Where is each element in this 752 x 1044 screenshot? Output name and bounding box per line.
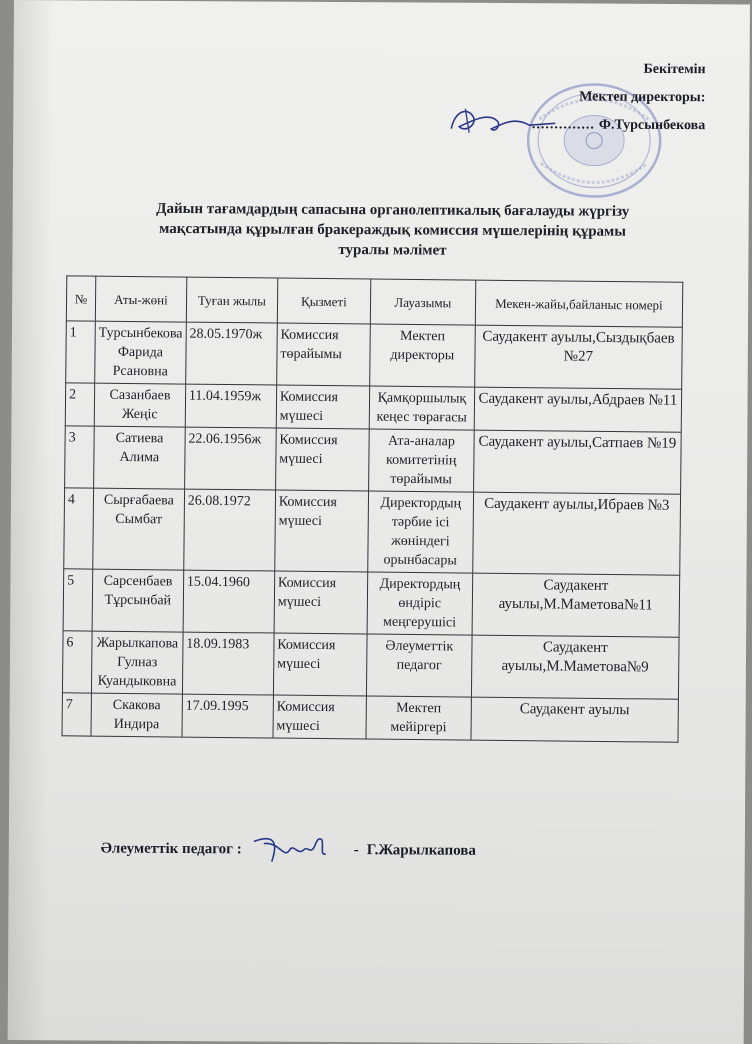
table-row — [65, 383, 681, 432]
cell-address: Саудакент ауылы,М.Маметова№9 — [471, 635, 679, 699]
cell-birth: 18.09.1983 — [182, 632, 274, 695]
cell-number: 5 — [63, 569, 93, 631]
table-row — [65, 426, 681, 494]
document-page — [8, 0, 750, 1044]
document-title — [112, 199, 672, 262]
table-row — [66, 321, 682, 389]
header-birth: Туған жылы — [186, 277, 277, 323]
header-name: Аты-жөні — [95, 276, 186, 322]
cell-address: Саудакент ауылы,Сатпаев №19 — [473, 430, 681, 494]
table-row — [64, 488, 681, 575]
cell-name: Сазанбаев Жеңіс — [94, 383, 185, 427]
cell-position: Мектеп мейіргері — [366, 696, 471, 740]
header-number: № — [66, 276, 95, 321]
cell-number: 1 — [66, 321, 96, 383]
cell-role: Комиссия мүшесі — [275, 490, 369, 572]
cell-address: Саудакент ауылы,Сыздықбаев №27 — [475, 325, 683, 389]
cell-position: Қамқоршылық кеңес төрағасы — [369, 386, 474, 430]
cell-name: Сарсенбаев Тұрсынбай — [92, 569, 184, 632]
cell-number: 6 — [62, 631, 92, 693]
cell-role: Комиссия мүшесі — [276, 385, 369, 429]
cell-birth: 15.04.1960 — [183, 570, 275, 633]
cell-position: Директордың өндіріс меңгерушісі — [367, 572, 473, 635]
cell-number: 4 — [64, 488, 94, 569]
cell-address: Саудакент ауылы,Ибраев №3 — [473, 492, 681, 575]
page-shadow — [8, 0, 54, 1040]
cell-name: Сатиева Алима — [94, 426, 186, 489]
cell-position: Мектеп директоры — [370, 324, 476, 387]
cell-address: Саудакент ауылы,М.Маметова№11 — [472, 573, 680, 637]
table-row — [62, 631, 678, 699]
table-row — [63, 569, 679, 637]
approval-role: Мектеп директоры: — [579, 89, 706, 106]
header-role: Қызметі — [277, 278, 370, 324]
footer-label: Әлеуметтік педагог : — [100, 840, 242, 857]
cell-name: Жарылкапова Гулназ Куандыковна — [91, 631, 183, 694]
footer-dash: - — [353, 841, 359, 858]
cell-birth: 28.05.1970ж — [186, 322, 278, 385]
title-line-1: Дайын тағамдардың сапасына органолептикалық бағалауды жүргізу — [156, 200, 630, 220]
title-line-2: мақсатында құрылған бракераждық комиссия мүшелерінің құрамы — [159, 220, 627, 240]
cell-name: Сырғабаева Сымбат — [93, 488, 185, 570]
header-position: Лауазымы — [370, 279, 475, 325]
approval-heading: Бекітемін — [643, 61, 706, 78]
cell-position: Директордың тәрбие ісі жөніндегі орынбасары — [368, 491, 474, 573]
approval-signature-line — [532, 111, 705, 140]
cell-position: Әлеуметтік педагог — [366, 634, 472, 697]
cell-role: Комиссия төрайымы — [277, 323, 371, 386]
cell-birth: 26.08.1972 — [184, 489, 276, 571]
table-header-row — [66, 276, 682, 327]
cell-number: 2 — [65, 383, 94, 426]
cell-number: 7 — [62, 693, 91, 736]
director-name: Ф.Турсынбекова — [598, 117, 706, 134]
header-address: Мекен-жайы,байланыс номері — [475, 280, 682, 327]
cell-birth: 17.09.1995 — [182, 694, 273, 738]
table-row — [62, 693, 678, 742]
footer-signature-line — [101, 831, 476, 869]
footer-name: Г.Жарылкапова — [366, 841, 476, 859]
signature-dots: .............. — [531, 117, 595, 133]
cell-address: Саудакент ауылы,Абдраев №11 — [474, 387, 681, 432]
cell-role: Комиссия мүшесі — [274, 571, 368, 634]
pedagogue-signature — [250, 831, 346, 868]
cell-birth: 22.06.1956ж — [184, 427, 276, 490]
cell-number: 3 — [65, 426, 95, 488]
cell-address: Саудакент ауылы — [471, 697, 678, 742]
cell-role: Комиссия мүшесі — [275, 428, 369, 491]
approval-block — [532, 55, 706, 140]
cell-name: Турсынбекова Фарида Рсановна — [95, 321, 187, 384]
cell-role: Комиссия мүшесі — [273, 633, 367, 696]
cell-name: Скакова Индира — [91, 693, 182, 737]
cell-role: Комиссия мүшесі — [273, 695, 366, 739]
commission-table — [61, 275, 683, 742]
title-line-3: туралы мәлімет — [338, 241, 447, 259]
cell-position: Ата-аналар комитетінің төрайымы — [368, 429, 474, 492]
cell-birth: 11.04.1959ж — [185, 384, 276, 428]
